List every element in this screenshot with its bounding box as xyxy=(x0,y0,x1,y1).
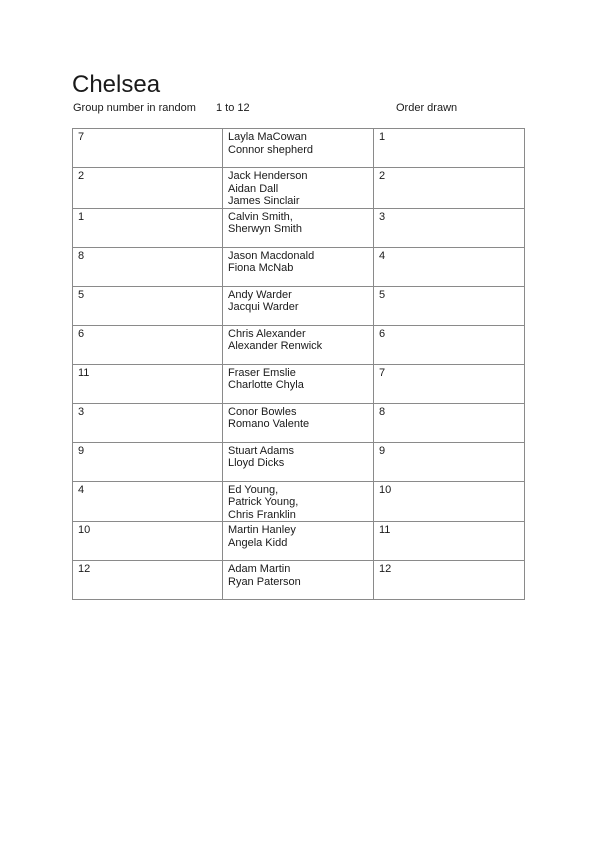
draw-table xyxy=(72,128,525,600)
order-drawn-cell: 1 xyxy=(374,129,525,168)
table-row xyxy=(73,208,525,247)
names-cell xyxy=(223,522,374,561)
group-number-cell: 2 xyxy=(73,168,223,209)
participant-name: Adam Martin xyxy=(228,563,291,575)
participant-name: Jacqui Warder xyxy=(228,301,299,313)
order-drawn-cell: 3 xyxy=(374,208,525,247)
participant-name: Martin Hanley xyxy=(228,524,296,536)
participant-name: Romano Valente xyxy=(228,418,310,430)
names-cell xyxy=(223,403,374,442)
names-cell xyxy=(223,364,374,403)
participant-name: Charlotte Chyla xyxy=(228,379,304,391)
table-row xyxy=(73,403,525,442)
participant-name: Andy Warder xyxy=(228,288,292,301)
group-number-cell: 6 xyxy=(73,325,223,364)
participant-name: Connor shepherd xyxy=(228,143,314,156)
order-drawn-cell: 4 xyxy=(374,247,525,286)
order-drawn-cell: 10 xyxy=(374,481,525,522)
page-title: Chelsea xyxy=(72,71,161,98)
names-cell xyxy=(223,168,374,209)
participant-name: Angela Kidd xyxy=(228,536,288,549)
order-drawn-cell: 7 xyxy=(374,364,525,403)
participant-name: Fiona McNab xyxy=(228,262,294,274)
draw-table-body xyxy=(73,129,525,600)
table-row xyxy=(73,364,525,403)
names-cell xyxy=(223,442,374,481)
participant-name: Fraser Emslie xyxy=(228,366,296,379)
names-cell xyxy=(223,325,374,364)
group-number-cell: 4 xyxy=(73,481,223,522)
participant-name: Aidan Dall xyxy=(228,182,279,195)
names-cell xyxy=(223,208,374,247)
participant-name: Conor Bowles xyxy=(228,405,297,418)
group-number-cell: 5 xyxy=(73,286,223,325)
names-cell xyxy=(223,286,374,325)
order-drawn-cell: 12 xyxy=(374,561,525,600)
order-drawn-cell: 11 xyxy=(374,522,525,561)
participant-name: Ryan Paterson xyxy=(228,575,301,588)
group-number-cell: 8 xyxy=(73,247,223,286)
names-cell xyxy=(223,247,374,286)
participant-name: Layla MaCowan xyxy=(228,131,307,143)
table-row xyxy=(73,286,525,325)
participant-name: Alexander Renwick xyxy=(228,340,323,352)
table-row xyxy=(73,129,525,168)
participant-name: Jason Macdonald xyxy=(228,249,315,262)
group-number-cell: 11 xyxy=(73,364,223,403)
group-number-header: Group number in random xyxy=(73,102,196,114)
table-row xyxy=(73,481,525,522)
order-drawn-cell: 8 xyxy=(374,403,525,442)
table-row xyxy=(73,168,525,209)
table-row xyxy=(73,561,525,600)
table-row xyxy=(73,522,525,561)
group-number-cell: 12 xyxy=(73,561,223,600)
order-drawn-header: Order drawn xyxy=(396,102,458,114)
table-row xyxy=(73,442,525,481)
group-number-cell: 7 xyxy=(73,129,223,168)
participant-name: Chris Franklin xyxy=(228,508,296,521)
participant-name: Chris Alexander xyxy=(228,327,306,340)
order-drawn-cell: 6 xyxy=(374,325,525,364)
names-cell xyxy=(223,561,374,600)
group-number-cell: 10 xyxy=(73,522,223,561)
group-number-cell: 1 xyxy=(73,208,223,247)
names-cell xyxy=(223,481,374,522)
table-row xyxy=(73,325,525,364)
participant-name: Jack Henderson xyxy=(228,170,308,182)
names-cell xyxy=(223,129,374,168)
order-drawn-cell: 5 xyxy=(374,286,525,325)
group-number-cell: 3 xyxy=(73,403,223,442)
participant-name: Calvin Smith, xyxy=(228,210,293,223)
participant-name: Sherwyn Smith xyxy=(228,223,302,235)
order-drawn-cell: 2 xyxy=(374,168,525,209)
participant-name: James Sinclair xyxy=(228,195,300,207)
participant-name: Ed Young, xyxy=(228,483,279,496)
participant-name: Patrick Young, xyxy=(228,496,299,508)
group-number-cell: 9 xyxy=(73,442,223,481)
participant-name: Lloyd Dicks xyxy=(228,457,285,469)
participant-name: Stuart Adams xyxy=(228,444,295,457)
order-drawn-cell: 9 xyxy=(374,442,525,481)
table-row xyxy=(73,247,525,286)
range-header: 1 to 12 xyxy=(216,102,250,114)
